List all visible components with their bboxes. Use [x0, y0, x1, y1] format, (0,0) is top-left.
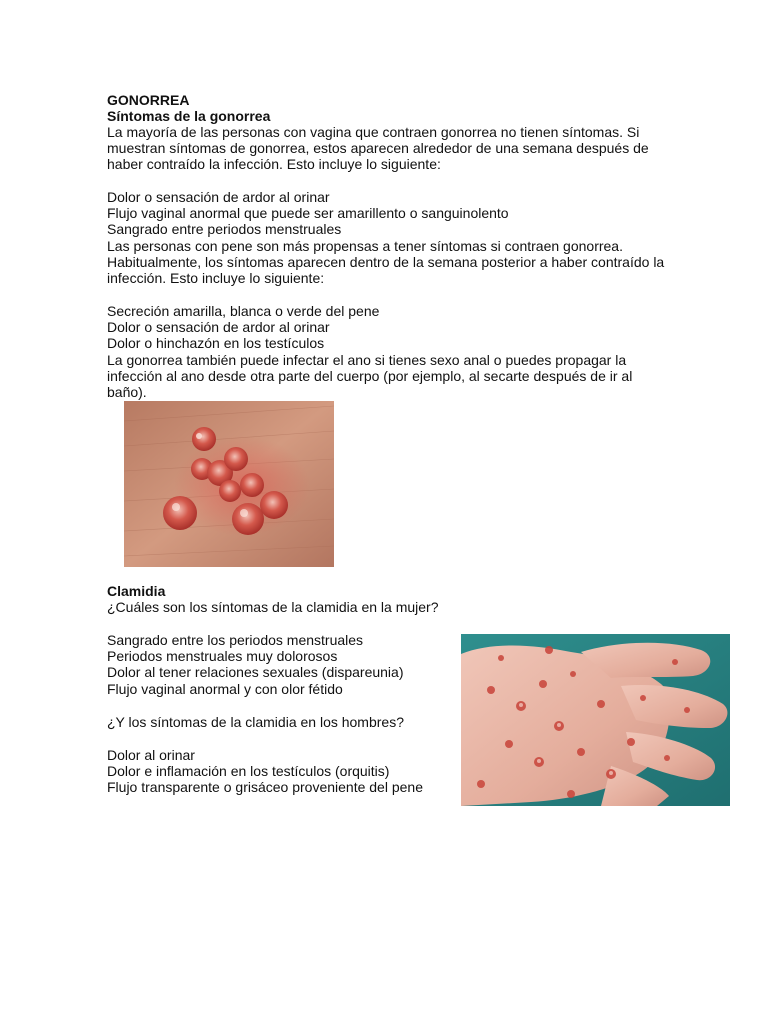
symptom-list-item: Sangrado entre periodos menstruales [107, 221, 342, 237]
symptom-list-item: Periodos menstruales muy dolorosos [107, 648, 338, 664]
symptom-list-item: Flujo vaginal anormal y con olor fétido [107, 681, 343, 697]
symptom-list-item: Dolor o sensación de ardor al orinar [107, 319, 330, 335]
paragraph-line: La gonorrea también puede infectar el ano si tienes sexo anal o puedes propagar la [107, 352, 627, 368]
intro-line: haber contraído la infección. Esto incluye lo siguiente: [107, 156, 441, 172]
heading-clamidia: Clamidia [107, 583, 166, 599]
paragraph-line: Las personas con pene son más propensas a tener síntomas si contraen gonorrea. [107, 238, 623, 254]
symptom-list-item: Secreción amarilla, blanca o verde del pene [107, 303, 380, 319]
paragraph-line: infección. Esto incluye lo siguiente: [107, 270, 325, 286]
symptom-list-item: Dolor o hinchazón en los testículos [107, 335, 325, 351]
paragraph-line: baño). [107, 384, 147, 400]
symptom-list-item: Dolor al orinar [107, 747, 195, 763]
paragraph-line: infección al ano desde otra parte del cuerpo (por ejemplo, al secarte después de ir al [107, 368, 633, 384]
symptom-list-item: Sangrado entre los periodos menstruales [107, 632, 364, 648]
intro-line: muestran síntomas de gonorrea, estos aparecen alrededor de una semana después de [107, 140, 649, 156]
skin-lesion-photo [124, 401, 334, 567]
subheading-sintomas-gonorrea: Síntomas de la gonorrea [107, 108, 271, 124]
hand-lesions-photo [461, 634, 730, 806]
question-men: ¿Y los síntomas de la clamidia en los hombres? [107, 714, 404, 730]
paragraph-line: Habitualmente, los síntomas aparecen dentro de la semana posterior a haber contraído la [107, 254, 665, 270]
intro-line: La mayoría de las personas con vagina que contraen gonorrea no tienen síntomas. Si [107, 124, 640, 140]
symptom-list-item: Flujo transparente o grisáceo proveniente del pene [107, 779, 423, 795]
heading-gonorrea: GONORREA [107, 92, 190, 108]
symptom-list-item: Flujo vaginal anormal que puede ser amarillento o sanguinolento [107, 205, 509, 221]
symptom-list-item: Dolor o sensación de ardor al orinar [107, 189, 330, 205]
symptom-list-item: Dolor e inflamación en los testículos (orquitis) [107, 763, 390, 779]
symptom-list-item: Dolor al tener relaciones sexuales (dispareunia) [107, 664, 404, 680]
question-women: ¿Cuáles son los síntomas de la clamidia en la mujer? [107, 599, 439, 615]
